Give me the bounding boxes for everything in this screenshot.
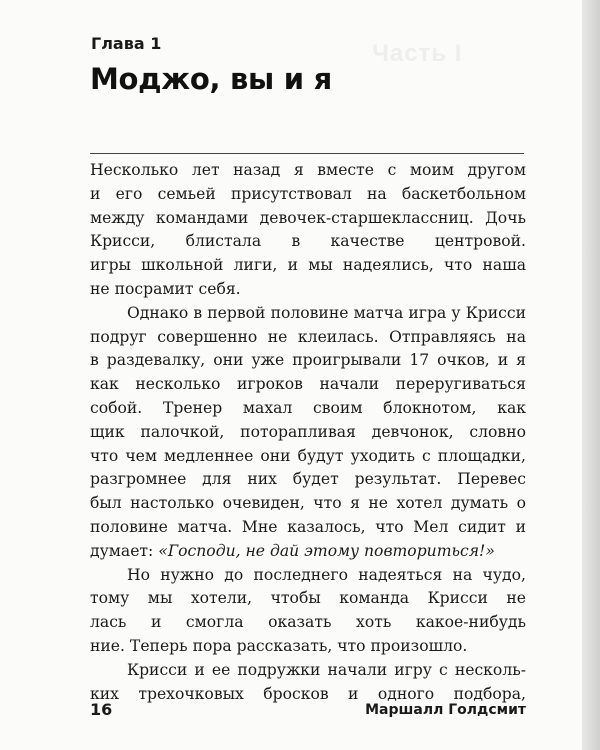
- text-line: Несколько лет назад я вместе с моим другом: [90, 161, 526, 179]
- text-line: Крисси, блистала в качестве центровой.: [90, 232, 526, 251]
- text-line: подруг совершенно не клеилась. Отправляясь на: [90, 327, 526, 346]
- paragraph-3: [90, 564, 526, 659]
- body-text: [90, 159, 526, 706]
- text-line: ких трехочковых бросков и одного подбора,: [90, 684, 526, 703]
- text-line: тому мы хотели, чтобы команда Крисси не: [90, 589, 526, 608]
- page-edge-shadow: [582, 0, 600, 750]
- text-line: щик палочкой, поторапливая девчонок, словно: [90, 422, 526, 441]
- text-line: игры школьной лиги, и мы надеялись, что наша: [90, 256, 526, 275]
- text-line: Но нужно до последнего надеяться на чудо,: [127, 565, 526, 584]
- text-line: как несколько игроков начали переругиваться: [90, 375, 526, 394]
- text-line: Крисси и ее подружки начали игру с несколь-: [127, 660, 526, 679]
- paragraph-4: [90, 659, 526, 707]
- text-line: ние. Теперь пора рассказать, что произошло.: [90, 636, 468, 655]
- italic-quote: «Господи, не дай этому повториться!»: [158, 541, 495, 560]
- chapter-label: Глава 1: [91, 34, 162, 53]
- text-line: лась и смогла оказать хоть какое-нибудь: [90, 613, 526, 632]
- text-line: в раздевалку, они уже проигрывали 17 очков, и я: [90, 351, 526, 370]
- text-line: между командами девочек-старшеклассниц. Дочь: [90, 208, 526, 227]
- text-line: не посрамит себя.: [90, 279, 241, 298]
- show-through-text: Часть I: [372, 40, 463, 67]
- text-line: собой. Тренер махал своим блокнотом, как: [90, 398, 526, 417]
- chapter-title: Моджо, вы и я: [90, 62, 332, 96]
- title-divider: [90, 153, 524, 154]
- page-number: 16: [90, 700, 113, 719]
- text-line: Однако в первой половине матча игра у Крисси: [127, 303, 526, 322]
- paragraph-1: [90, 159, 526, 302]
- paragraph-2: [90, 302, 526, 564]
- running-footer-author: Маршалл Голдсмит: [365, 702, 526, 718]
- text-line-quote: [90, 540, 526, 564]
- text-line: и его семьей присутствовал на баскетбольном: [90, 184, 526, 203]
- text-line: что чем медленнее они будут уходить с площадки,: [90, 446, 526, 465]
- text-line: разгромнее для них будет результат. Перевес: [90, 470, 526, 489]
- quote-lead: думает:: [90, 541, 159, 560]
- text-line: был настолько очевиден, что я не хотел думать о: [90, 494, 526, 513]
- text-line: половине матча. Мне казалось, что Мел сидит и: [90, 517, 526, 536]
